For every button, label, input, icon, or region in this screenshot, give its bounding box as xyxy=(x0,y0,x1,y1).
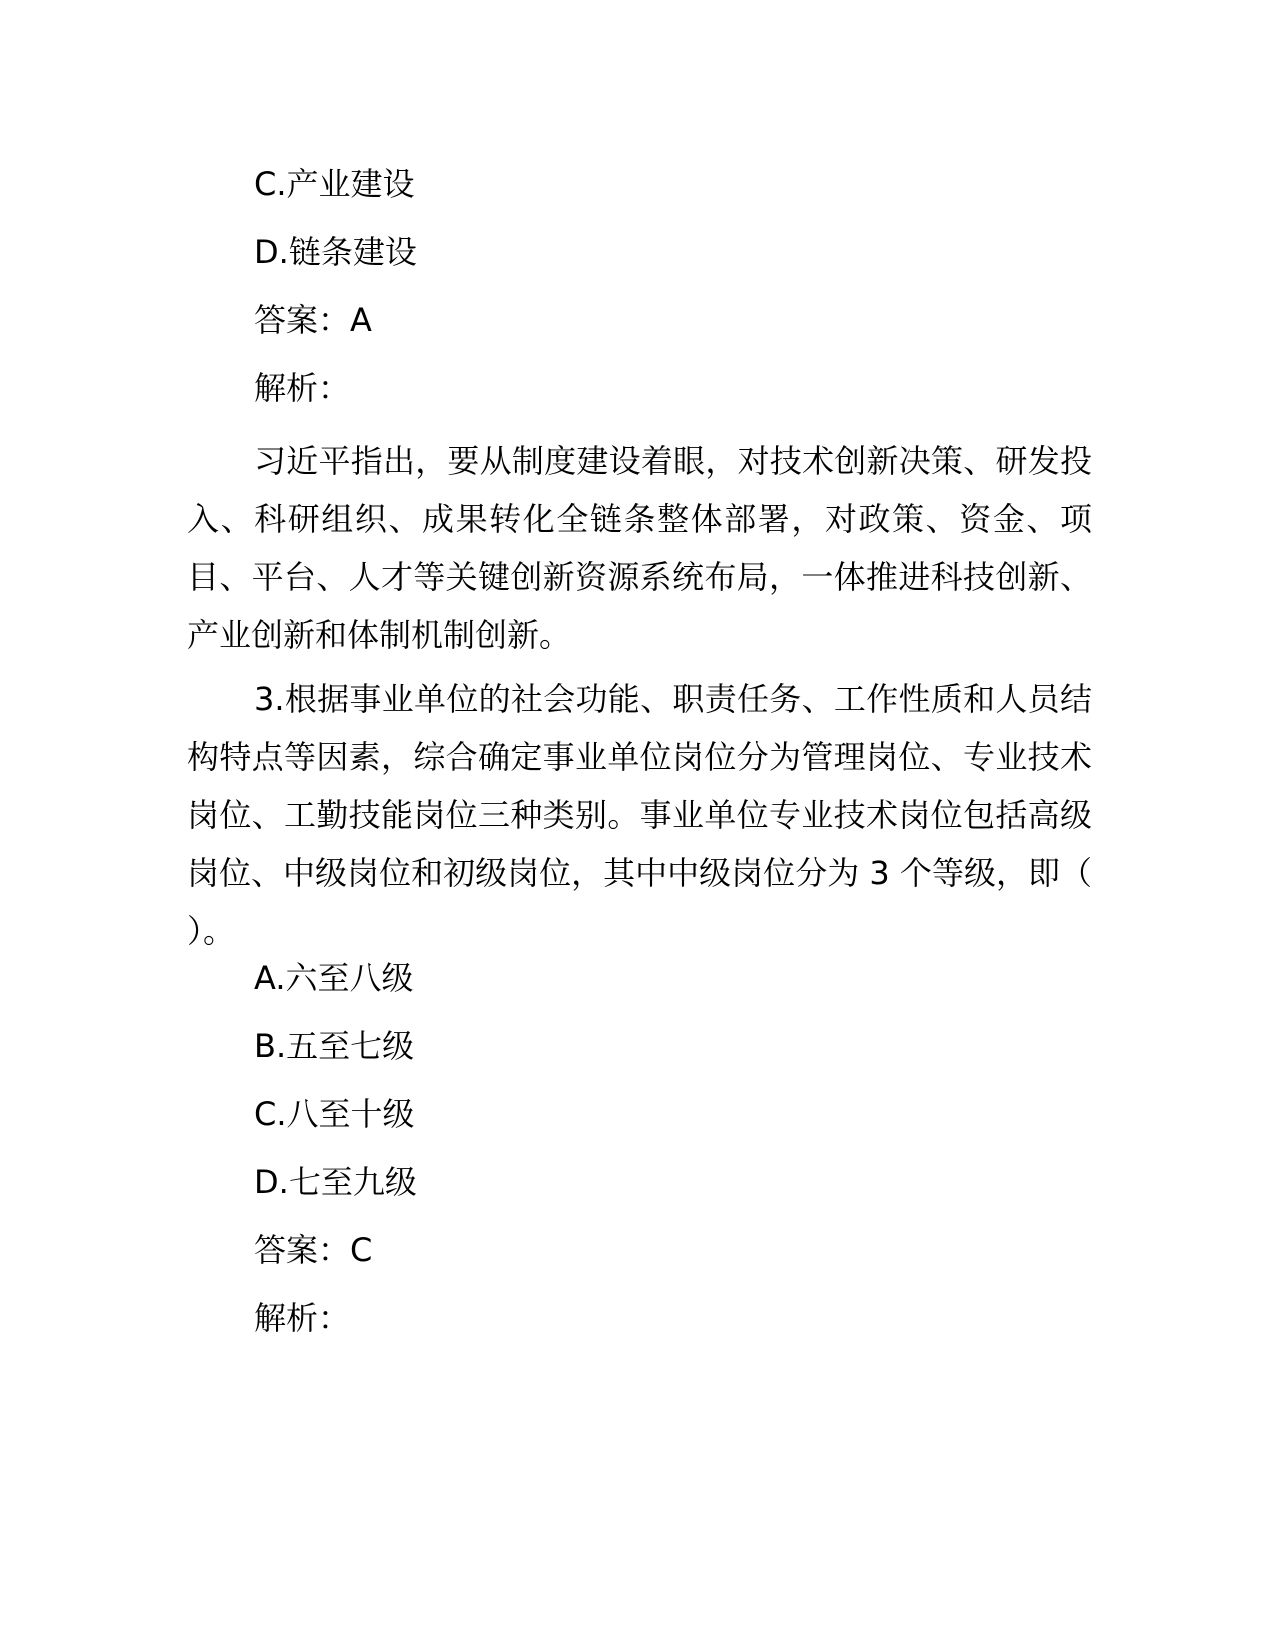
q3-option-b: B.五至七级 xyxy=(254,1027,415,1065)
q3-option-c: C.八至十级 xyxy=(254,1095,415,1133)
q2-option-c: C.产业建设 xyxy=(254,165,415,203)
q3-question: 3.根据事业单位的社会功能、职责任务、工作性质和人员结构特点等因素，综合确定事业单位岗位分为管理岗位、专业技术岗位、工勤技能岗位三种类别。事业单位专业技术岗位包括高级岗位、中级岗位和初级岗位，其中中级岗位分为 3 个等级，即（ ）。 xyxy=(187,680,1092,950)
q3-option-a: A.六至八级 xyxy=(254,959,414,997)
q2-analysis-label: 解析： xyxy=(254,369,351,407)
q3-answer: 答案：C xyxy=(254,1231,373,1269)
q2-option-d: D.链条建设 xyxy=(254,233,417,271)
q3-option-d: D.七至九级 xyxy=(254,1163,417,1201)
q2-answer: 答案：A xyxy=(254,301,372,339)
q2-analysis-text: 习近平指出，要从制度建设着眼，对技术创新决策、研发投入、科研组织、成果转化全链条整体部署，对政策、资金、项目、平台、人才等关键创新资源系统布局，一体推进科技创新、产业创新和体制机制创新。 xyxy=(187,442,1092,654)
q3-analysis-label: 解析： xyxy=(254,1299,351,1337)
